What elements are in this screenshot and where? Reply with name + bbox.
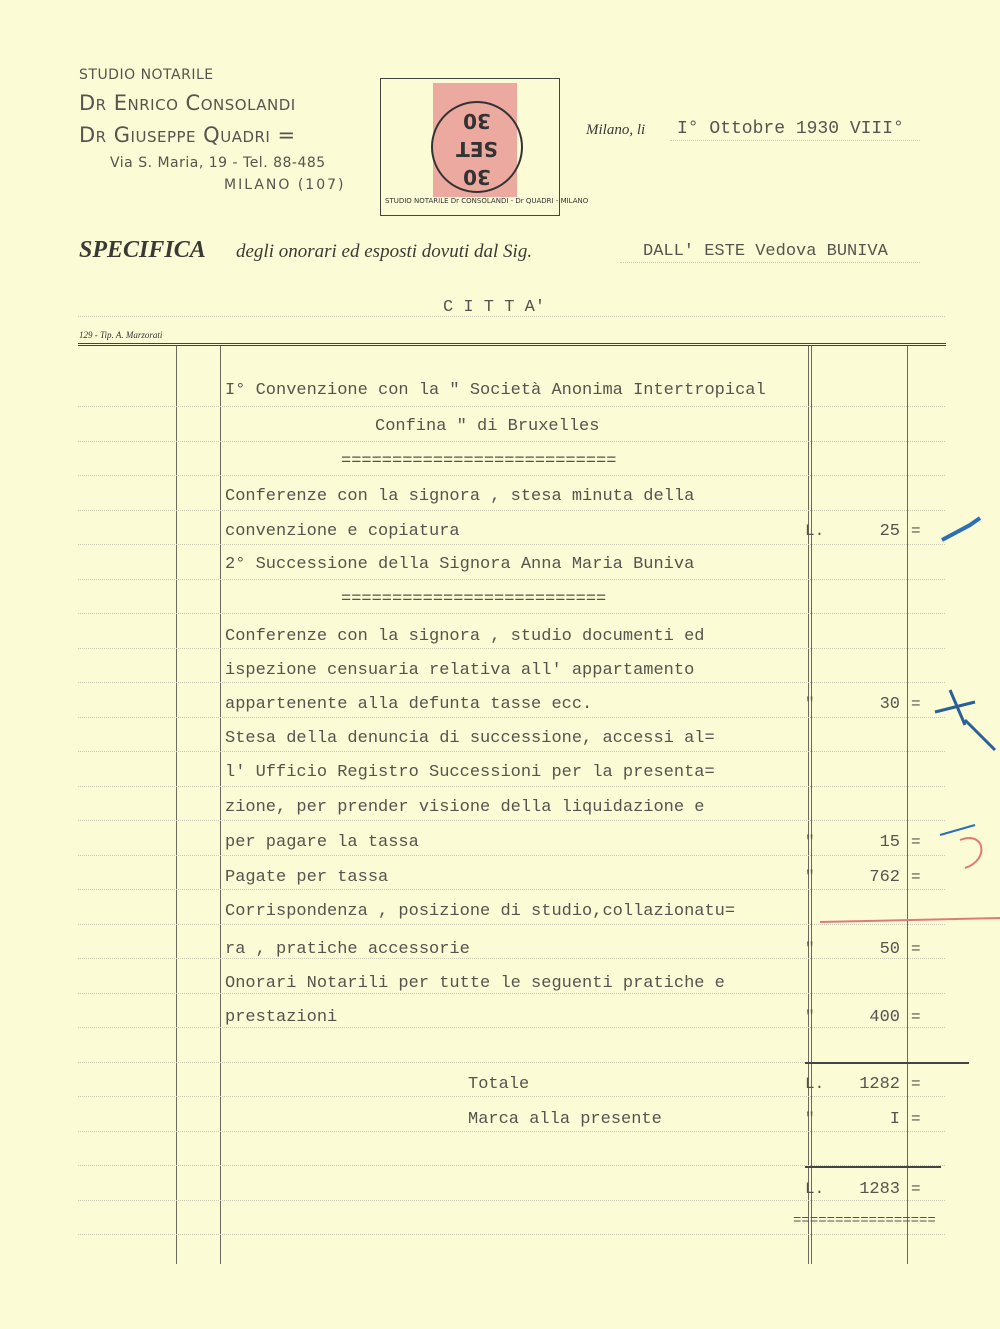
amount: 30 (879, 695, 900, 714)
currency-mark: L. (805, 1075, 825, 1093)
line-text: Pagate per tassa (225, 868, 389, 887)
printer-note: 129 - Tip. A. Marzorati (79, 330, 163, 340)
title-specifica: SPECIFICA (79, 237, 206, 263)
line-text: per pagare la tassa (225, 833, 419, 852)
amount: 400 (869, 1008, 900, 1027)
line-text: ========================== (341, 590, 607, 609)
equals-mark: = (911, 1180, 921, 1198)
equals-mark: = (911, 1075, 921, 1093)
red-line (820, 918, 1000, 922)
city: MILANO (107) (224, 177, 346, 193)
stamp-day: 30 (463, 165, 491, 189)
currency-mark: L. (805, 1180, 825, 1198)
line-text: Corrispondenza , posizione di studio,collazionatu= (225, 902, 736, 921)
currency-mark: " (805, 695, 815, 713)
date-place: Milano, li (586, 122, 646, 138)
currency-mark: " (805, 940, 815, 958)
equals-mark: = (911, 868, 921, 886)
amount: 25 (879, 522, 900, 541)
stamp-ring-text: STUDIO NOTARILE Dr CONSOLANDI - Dr QUADRI - MILANO (385, 197, 589, 205)
amount: 762 (869, 868, 900, 887)
client-name: DALL' ESTE Vedova BUNIVA (643, 242, 888, 261)
amount: 15 (879, 833, 900, 852)
equals-mark: = (911, 1110, 921, 1128)
line-text: Conferenze con la signora , studio documenti ed (225, 627, 705, 646)
date-value: I° Ottobre 1930 VIII° (677, 119, 904, 139)
stamp-month: SET (456, 137, 498, 161)
line-text: prestazioni (225, 1008, 338, 1027)
checkmark-icon (940, 825, 975, 835)
line-text: convenzione e copiatura (225, 522, 460, 541)
line-text: Onorari Notarili per tutte le seguenti pratiche e (225, 974, 725, 993)
total-amount: 1283 (859, 1180, 900, 1199)
address: Via S. Maria, 19 - Tel. 88-485 (110, 155, 326, 171)
cross-mark-icon (935, 690, 995, 750)
currency-mark: " (805, 1008, 815, 1026)
line-text: =========================== (341, 452, 617, 471)
line-text: ispezione censuaria relativa all' appartamento (225, 661, 695, 680)
title-text: degli onorari ed esposti dovuti dal Sig. (236, 241, 533, 262)
total-label: Totale (468, 1075, 530, 1094)
line-text: appartenente alla defunta tasse ecc. (225, 695, 593, 714)
equals-mark: = (911, 833, 921, 851)
currency-mark: L. (805, 522, 825, 540)
equals-mark: = (911, 940, 921, 958)
equals-mark: = (911, 695, 921, 713)
line-text: l' Ufficio Registro Successioni per la presenta= (225, 763, 715, 782)
line-text: Stesa della denuncia di successione, accessi al= (225, 729, 715, 748)
city-line: C I T T A' (443, 298, 546, 317)
currency-mark: " (805, 1110, 815, 1128)
checkmark-icon (942, 518, 980, 540)
notary-1: Dr Enrico Consolandi (79, 91, 296, 115)
line-text: Conferenze con la signora , stesa minuta della (225, 487, 695, 506)
line-text: 2° Successione della Signora Anna Maria Buniva (225, 555, 695, 574)
stamp-day-2: 30 (463, 109, 491, 133)
total-amount: I (889, 1110, 900, 1129)
line-text: zione, per prender visione della liquidazione e (225, 798, 705, 817)
line-text: I° Convenzione con la " Società Anonima Intertropical (225, 381, 766, 400)
circle-mark-icon (960, 838, 981, 868)
currency-mark: " (805, 868, 815, 886)
studio-label: STUDIO NOTARILE (79, 67, 214, 83)
equals-mark: = (911, 1008, 921, 1026)
amount: 50 (879, 940, 900, 959)
notary-2: Dr Giuseppe Quadri = (79, 123, 296, 147)
total-label: Marca alla presente (468, 1110, 662, 1129)
total-amount: 1282 (859, 1075, 900, 1094)
line-text: Confina " di Bruxelles (375, 417, 600, 436)
equals-mark: = (911, 522, 921, 540)
currency-mark: " (805, 833, 815, 851)
final-double-rule: ================= (793, 1213, 936, 1229)
line-text: ra , pratiche accessorie (225, 940, 470, 959)
